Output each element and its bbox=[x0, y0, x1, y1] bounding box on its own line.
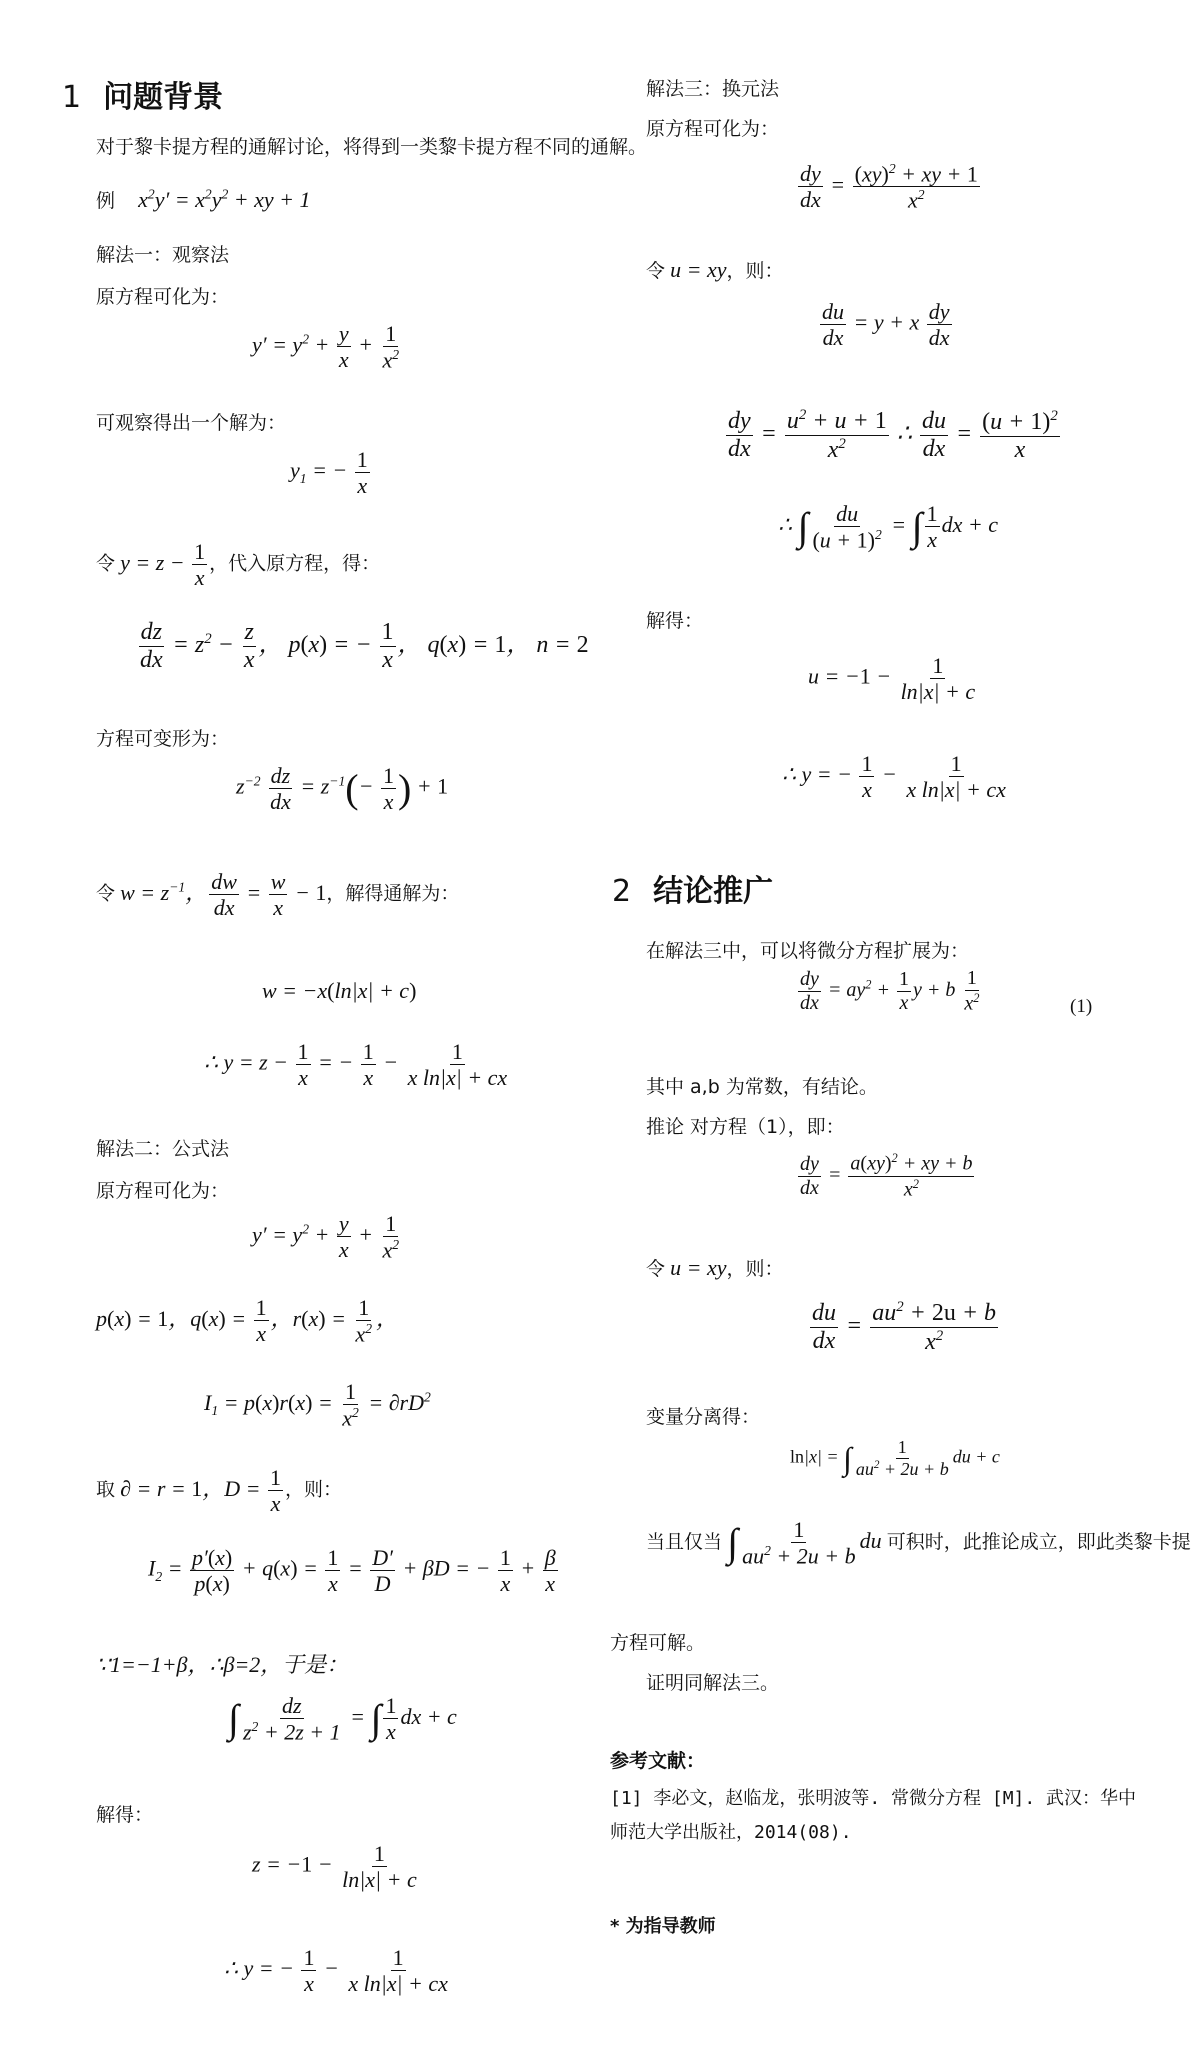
sub-suffix: ，代入原方程，得： bbox=[209, 552, 381, 575]
equation-number: (1) bbox=[1070, 996, 1093, 1017]
method2-reduce-text: 原方程可化为： bbox=[96, 1180, 230, 1202]
let-u-equation: u = xy bbox=[670, 257, 727, 282]
equation-integral-z: ∫ $\frac{dz}{z^2 + 2z + 1}$ = ∫ $\frac{1}{x}$ dx + c bbox=[228, 1693, 457, 1745]
equation-separation: ln|x| = ∫ $\frac{1}{au^2 + 2u + b}$ du + c bbox=[790, 1437, 1000, 1479]
let-w-line bbox=[96, 870, 459, 919]
references-heading: 参考文献： bbox=[610, 1750, 706, 1772]
equation-u-solution: u = −1 − $\frac{1}{\ln|x| + c}$ bbox=[808, 653, 976, 705]
method1-reduce-text: 原方程可化为： bbox=[96, 286, 230, 308]
let-u-line-m3 bbox=[646, 256, 784, 283]
observe-text: 可观察得出一个解为： bbox=[96, 412, 287, 434]
equation-dy-dx-u: $\frac{dy}{dx}$ = $\frac{u^2 + u + 1}{x^2}$ ∴ $\frac{du}{dx}$ = $\frac{(u + 1)^2}{x}$ bbox=[728, 407, 1058, 464]
intro-text: 对于黎卡提方程的通解讨论，将得到一类黎卡提方程不同的通解。 bbox=[96, 136, 648, 158]
example-label: 例 bbox=[96, 190, 116, 212]
equation-pqr: p(x) = 1，q(x) = $\frac{1}{x}$ ，r(x) = $\frac{1}{x^2}$ ， bbox=[96, 1295, 399, 1347]
equation-w-solution: w = −x(ln|x| + c) bbox=[262, 978, 417, 1003]
equation-integral-u: ∴ ∫ $\frac{du}{(u + 1)^2}$ = ∫ $\frac{1}{x}$ dx + c bbox=[778, 501, 998, 553]
condition-integral: ∫ $\frac{1}{au^2 + 2u + b}$ du bbox=[727, 1517, 882, 1569]
section-number: 1 bbox=[62, 80, 82, 115]
equation-z-solution: z = −1 − $\frac{1}{\ln|x| + c}$ bbox=[252, 1841, 417, 1893]
example-line bbox=[96, 186, 311, 213]
equation-du-dx-general: $\frac{du}{dx}$ = $\frac{au^2 + 2u + b}{x^2}$ bbox=[812, 1299, 997, 1356]
equation-z-transform: $z^{-2}$ $\frac{dz}{dx}$ = $z^{-1}(-$ $\frac{1}{x}$ ) + 1 bbox=[236, 763, 449, 815]
equation-I1: $I_1 = p(x)r(x)$ = $\frac{1}{x^2}$ = $\partial rD^2$ bbox=[204, 1379, 431, 1431]
let-u-equation: u = xy bbox=[670, 1255, 727, 1280]
method3-reduce-text: 原方程可化为： bbox=[646, 118, 780, 140]
substitution-line bbox=[96, 540, 380, 589]
example-equation: $x^2y' = x^2y^2$ + xy + 1 bbox=[138, 186, 311, 212]
transform-text: 方程可变形为： bbox=[96, 728, 230, 750]
method3-solve-text: 解得： bbox=[646, 610, 704, 632]
corollary-text: 推论 对方程（1），即： bbox=[646, 1116, 845, 1138]
right-column bbox=[600, 0, 1200, 2072]
condition-prefix: 当且仅当 bbox=[646, 1530, 723, 1553]
let-u-suffix: ，则： bbox=[726, 260, 784, 282]
equation-y1: $y_1$ = − $\frac{1}{x}$ bbox=[290, 447, 368, 499]
condition-line bbox=[646, 1518, 1191, 1568]
equation-method3-final: ∴ y = − $\frac{1}{x}$ − $\frac{1}{\text{x ln|x| + cx}}$ bbox=[782, 751, 1006, 803]
method2-solve-text: 解得： bbox=[96, 1804, 154, 1826]
separation-text: 变量分离得： bbox=[646, 1406, 761, 1428]
take-equation: ∂ = r = 1，D = $\frac{1}{x}$ bbox=[120, 1465, 281, 1517]
equation-du-dx-m3: $\frac{du}{dx}$ = y + x $\frac{dy}{dx}$ bbox=[822, 299, 950, 351]
section-2-heading bbox=[612, 866, 773, 910]
condition-suffix: 可积时，此推论成立，即此类黎卡提 bbox=[886, 1530, 1191, 1553]
equation-y-prime: $y' = y^2$ + $\frac{y}{x}$ + $\frac{1}{x^2}$ bbox=[252, 321, 400, 373]
section-title: 结论推广 bbox=[653, 874, 774, 909]
let-u-prefix: 令 bbox=[646, 260, 666, 282]
let-w-equation: $w = z^{-1}$， $\frac{dw}{dx}$ = $\frac{w}{x}$ − 1 bbox=[120, 869, 327, 921]
sub-equation: y = z − $\frac{1}{x}$ bbox=[120, 539, 206, 591]
equation-general-1: $\frac{dy}{dx}$ = $ay^2$ + $\frac{1}{x}$ y + b $\frac{1}{x^2}$ bbox=[800, 967, 980, 1015]
equation-y-prime-2: $y' = y^2$ + $\frac{y}{x}$ + $\frac{1}{x^2}$ bbox=[252, 1211, 400, 1263]
equation-dz-dx: $\frac{dz}{dx}$ = $z^2$ − $\frac{z}{x}$ ， p(x) = − $\frac{1}{x}$ ， q(x) = 1， n = 2 bbox=[140, 619, 589, 674]
reference-item-1: [1] 李必文，赵临龙，张明波等. 常微分方程 [M]. 武汉：华中师范大学出版社，2014(08). bbox=[610, 1788, 1137, 1843]
equation-I2: $I_2$ = $\frac{p'(x)}{p(x)}$ + q(x) = $\frac{1}{x}$ = $\frac{D'}{D}$ + βD = − $\frac{1}{x}$ + $\frac{\beta}{x}$ bbox=[148, 1545, 556, 1597]
let-w-suffix: ，解得通解为： bbox=[326, 882, 460, 905]
method2-title: 解法二：公式法 bbox=[96, 1138, 230, 1160]
let-u-prefix: 令 bbox=[646, 1258, 666, 1280]
let-u-suffix: ，则： bbox=[726, 1258, 784, 1280]
sub-prefix: 令 bbox=[96, 552, 116, 575]
method3-title: 解法三：换元法 bbox=[646, 78, 780, 100]
method1-title: 解法一：观察法 bbox=[96, 244, 230, 266]
take-suffix: ，则： bbox=[284, 1478, 342, 1501]
proof-text: 证明同解法三。 bbox=[646, 1672, 780, 1694]
let-w-prefix: 令 bbox=[96, 882, 116, 905]
equation-corollary: $\frac{dy}{dx}$ = $\frac{a(xy)^2 + xy + b}{x^2}$ bbox=[800, 1151, 973, 1201]
footnote-text: * 为指导教师 bbox=[610, 1916, 716, 1937]
take-prefix: 取 bbox=[96, 1478, 116, 1501]
since-line: ∵1=−1+β，∴β=2，于是： bbox=[96, 1652, 349, 1677]
let-u-line bbox=[646, 1254, 784, 1281]
take-line bbox=[96, 1466, 342, 1515]
section-number: 2 bbox=[612, 874, 632, 909]
constants-text: 其中 a,b 为常数，有结论。 bbox=[646, 1076, 878, 1098]
equation-method1-final: ∴ y = z − $\frac{1}{x}$ = − $\frac{1}{x}$ − $\frac{1}{\text{x ln|x| + cx}}$ bbox=[204, 1039, 508, 1091]
condition-continuation: 方程可解。 bbox=[610, 1632, 706, 1654]
section-title: 问题背景 bbox=[103, 80, 224, 115]
equation-method2-final: ∴ y = − $\frac{1}{x}$ − $\frac{1}{\text{x ln|x| + cx}}$ bbox=[224, 1945, 448, 1997]
equation-dy-dx-m3: $\frac{dy}{dx}$ = $\frac{(xy)^2 + xy + 1}{x^2}$ bbox=[800, 161, 978, 213]
extension-text: 在解法三中，可以将微分方程扩展为： bbox=[646, 940, 970, 962]
section-1-heading bbox=[62, 72, 223, 116]
